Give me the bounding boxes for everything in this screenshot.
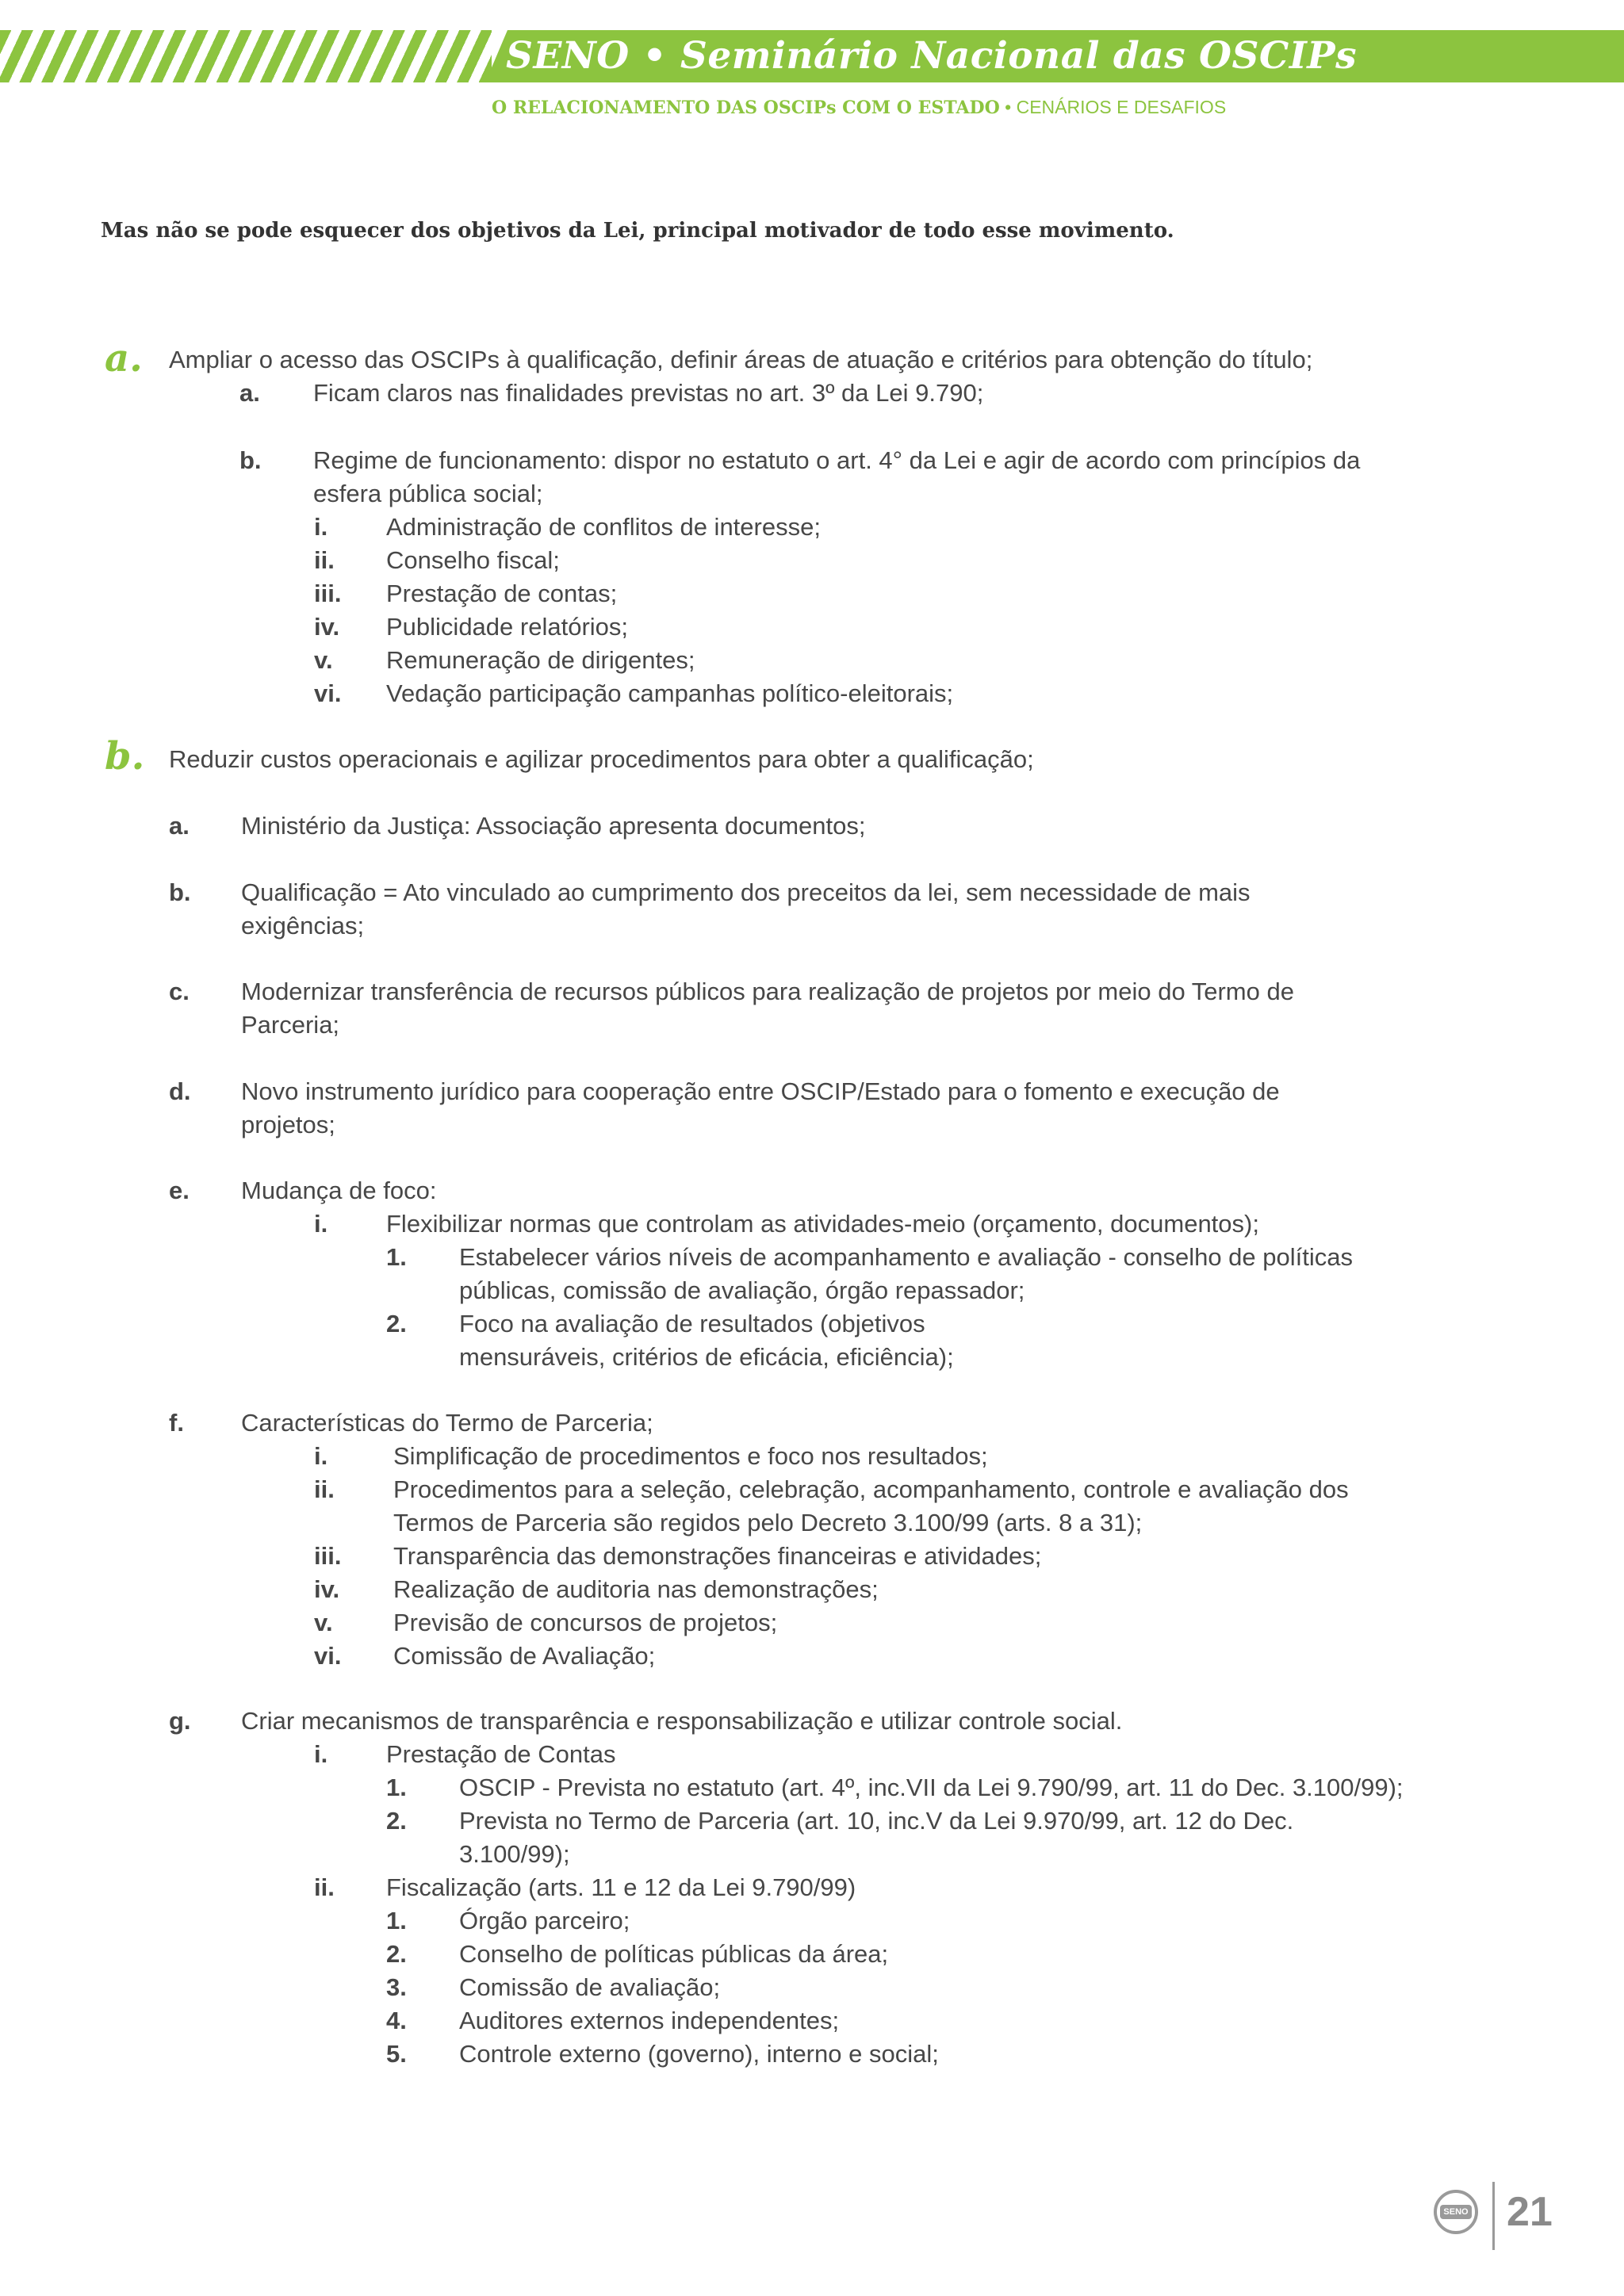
list-item-text: Prestação de Contas [386,1740,616,1768]
list-marker: 4. [386,2007,407,2034]
list-item-text: Foco na avaliação de resultados (objetivos [459,1310,925,1337]
list-marker: 3. [386,1973,407,2001]
list-item-text: Administração de conflitos de interesse; [386,513,821,541]
list-item-text: esfera pública social; [313,480,543,507]
list-marker: 2. [386,1940,407,1968]
list-item-text: Flexibilizar normas que controlam as atividades-meio (orçamento, documentos); [386,1210,1259,1238]
list-marker: i. [314,1210,328,1238]
list-item-text: Publicidade relatórios; [386,613,629,641]
list-item-text: Ministério da Justiça: Associação apresenta documentos; [241,812,866,840]
list-marker: 2. [386,1310,407,1337]
list-marker: i. [314,513,328,541]
list-item-text: exigências; [241,912,365,939]
list-item-text: Qualificação = Ato vinculado ao cumprimento dos preceitos da lei, sem necessidade de mais [241,878,1251,906]
list-item-text: 3.100/99); [459,1840,570,1868]
list-marker: 5. [386,2040,407,2068]
seno-logo-text: SENO [1440,2205,1472,2219]
list-marker: 2. [386,1807,407,1835]
list-marker: i. [314,1442,328,1470]
footer-divider [1492,2182,1495,2250]
list-marker: i. [314,1740,328,1768]
intro-text: Mas não se pode esquecer dos objetivos da Lei, principal motivador de todo esse movimento. [101,219,1174,243]
section-a-marker: a. [105,336,143,381]
list-marker: a. [169,812,190,840]
list-item-text: Regime de funcionamento: dispor no estatuto o art. 4° da Lei e agir de acordo com princípios da [313,446,1361,474]
list-item-text: Termos de Parceria são regidos pelo Decreto 3.100/99 (arts. 8 a 31); [393,1509,1143,1536]
list-item-text: projetos; [241,1111,335,1138]
header-stripes [0,30,492,82]
list-marker: 1. [386,1774,407,1801]
list-marker: 1. [386,1243,407,1271]
list-item-text: OSCIP - Prevista no estatuto (art. 4º, inc.VII da Lei 9.790/99, art. 11 do Dec. 3.100/99); [459,1774,1404,1801]
list-item-text: Prevista no Termo de Parceria (art. 10, inc.V da Lei 9.970/99, art. 12 do Dec. [459,1807,1294,1835]
section-b-text: Reduzir custos operacionais e agilizar procedimentos para obter a qualificação; [169,745,1034,773]
list-item-text: Novo instrumento jurídico para cooperação entre OSCIP/Estado para o fomento e execução de [241,1077,1280,1105]
list-marker: ii. [314,1475,335,1503]
seno-logo [1434,2190,1478,2234]
list-item-text: Transparência das demonstrações financeiras e atividades; [393,1542,1042,1570]
list-item-text: Estabelecer vários níveis de acompanhamento e avaliação - conselho de políticas [459,1243,1353,1271]
section-b-marker: b. [105,734,145,779]
header-subtitle-separator: • [999,97,1017,117]
header-title: SENO • Seminário Nacional das OSCIPs [506,34,1358,78]
list-marker: 1. [386,1907,407,1934]
list-item-text: Comissão de Avaliação; [393,1642,656,1670]
list-marker: c. [169,978,190,1005]
list-marker: b. [239,446,262,474]
list-item-text: Procedimentos para a seleção, celebração, acompanhamento, controle e avaliação dos [393,1475,1349,1503]
list-item-text: Prestação de contas; [386,580,618,607]
list-marker: iv. [314,613,340,641]
list-item-text: Órgão parceiro; [459,1907,630,1934]
list-marker: f. [169,1409,184,1437]
list-item-text: Vedação participação campanhas político-eleitorais; [386,679,954,707]
section-a-text: Ampliar o acesso das OSCIPs à qualificação, definir áreas de atuação e critérios para obtenção do título; [169,346,1313,373]
list-item-text: Mudança de foco: [241,1177,437,1204]
list-item-text: Características do Termo de Parceria; [241,1409,653,1437]
list-marker: d. [169,1077,191,1105]
list-item-text: públicas, comissão de avaliação, órgão repassador; [459,1276,1025,1304]
list-marker: e. [169,1177,190,1204]
list-item-text: Simplificação de procedimentos e foco nos resultados; [393,1442,988,1470]
header-subtitle [492,97,1226,118]
list-marker: v. [314,1609,333,1636]
list-item-text: Modernizar transferência de recursos públicos para realização de projetos por meio do Termo de [241,978,1294,1005]
list-marker: iv. [314,1575,340,1603]
list-marker: ii. [314,546,335,574]
list-marker: v. [314,646,333,674]
header-subtitle-normal: CENÁRIOS E DESAFIOS [1016,97,1227,117]
list-item-text: Conselho fiscal; [386,546,560,574]
header-subtitle-bold: O RELACIONAMENTO DAS OSCIPs COM O ESTADO [492,98,1000,118]
list-item-text: Criar mecanismos de transparência e responsabilização e utilizar controle social. [241,1707,1123,1735]
list-marker: iii. [314,1542,342,1570]
list-item-text: mensuráveis, critérios de eficácia, eficiência); [459,1343,954,1371]
list-marker: vi. [314,1642,342,1670]
list-marker: a. [239,379,260,407]
list-item-text: Comissão de avaliação; [459,1973,721,2001]
list-item-text: Remuneração de dirigentes; [386,646,695,674]
list-item-text: Auditores externos independentes; [459,2007,840,2034]
list-item-text: Parceria; [241,1011,340,1039]
list-item-text: Conselho de políticas públicas da área; [459,1940,889,1968]
list-item-text: Controle externo (governo), interno e social; [459,2040,939,2068]
list-marker: b. [169,878,191,906]
list-marker: g. [169,1707,191,1735]
list-marker: vi. [314,679,342,707]
list-item-text: Previsão de concursos de projetos; [393,1609,778,1636]
page-number: 21 [1507,2189,1553,2235]
list-item-text: Ficam claros nas finalidades previstas no art. 3º da Lei 9.790; [313,379,984,407]
list-item-text: Fiscalização (arts. 11 e 12 da Lei 9.790/99) [386,1873,856,1901]
list-marker: iii. [314,580,342,607]
list-marker: ii. [314,1873,335,1901]
list-item-text: Realização de auditoria nas demonstrações; [393,1575,879,1603]
